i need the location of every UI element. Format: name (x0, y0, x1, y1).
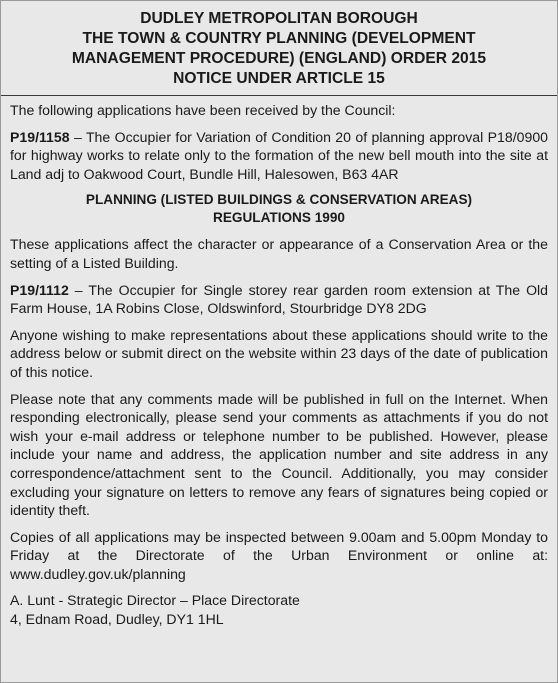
application-1-text: – The Occupier for Variation of Condition 20 of planning approval P18/0900 for highway works to relate only to the formation of the new bell mouth into the site at Land adj to Oakwood Court, Bundle Hill, Halesowen, B63 4AR (10, 128, 548, 182)
representations-text: Anyone wishing to make representations about these applications should write to the address below or submit direct on the website within 23 days of the date of publication of this notice. (10, 326, 548, 380)
header-line-act: THE TOWN & COUNTRY PLANNING (DEVELOPMENT (82, 30, 476, 47)
notice-header (1, 1, 557, 95)
signature-line-2: 4, Ednam Road, Dudley, DY1 1HL (10, 611, 224, 628)
notice-body (1, 96, 557, 629)
header-line-article: NOTICE UNDER ARTICLE 15 (173, 70, 385, 87)
subheading (10, 191, 548, 227)
conservation-text: These applications affect the character or appearance of a Conservation Area or the setting of a Listed Building. (10, 236, 548, 271)
signature-line-1: A. Lunt - Strategic Director – Place Directorate (10, 592, 300, 609)
signature-block (10, 591, 548, 628)
intro-text: The following applications have been received by the Council: (10, 102, 396, 118)
header-line-council: DUDLEY METROPOLITAN BOROUGH (140, 10, 418, 27)
application-1-ref: P19/1158 (10, 128, 70, 145)
application-2-ref: P19/1112 (10, 281, 69, 298)
header-line-order: MANAGEMENT PROCEDURE) (ENGLAND) ORDER 2015 (71, 50, 487, 67)
application-2-text: – The Occupier for Single storey rear garden room extension at The Old Farm House, 1A Robins Close, Oldswinford, Stourbridge DY8 2DG (10, 281, 548, 317)
inspection-text: Copies of all applications may be inspected between 9.00am and 5.00pm Monday to Friday at the Directorate of the Urban Environment or online at: www.dudley.gov.uk/planning (10, 528, 548, 582)
application-2 (10, 281, 548, 318)
comments-note: Please note that any comments made will be published in full on the Internet. When responding electronically, please send your comments as attachments if you do not wish your e-mail address or telephone number to be published. However, please include your name and address, the application number and site address in any correspondence/attachment sent to the Council. Additionally, you may consider excluding your signature on letters to remove any fears of signatures being copied or identity theft. (10, 390, 548, 519)
subheading-line-1: PLANNING (LISTED BUILDINGS & CONSERVATION AREAS) (85, 192, 473, 208)
application-1 (10, 128, 548, 184)
subheading-line-2: REGULATIONS 1990 (213, 210, 345, 226)
